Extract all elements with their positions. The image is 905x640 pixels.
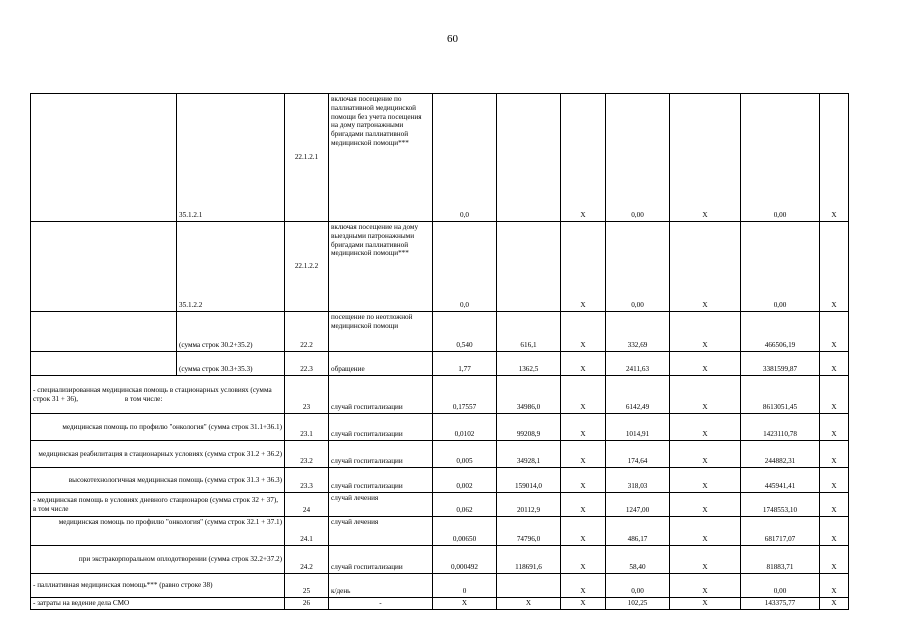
table-row — [31, 352, 849, 376]
value-cell: X — [670, 574, 741, 598]
value-cell: 445941,41 — [741, 468, 820, 493]
page-number: 60 — [447, 33, 458, 45]
value-cell: 318,03 — [606, 468, 670, 493]
table-row — [31, 517, 849, 546]
value-cell: 3381599,87 — [741, 352, 820, 376]
value-cell: X — [670, 517, 741, 546]
value-cell: X — [561, 441, 606, 468]
row-label: - медицинская помощь в условиях дневного стационаров (сумма строк 32 + 37), в том числе — [31, 493, 285, 517]
value-cell: X — [670, 441, 741, 468]
value-cell: X — [820, 598, 849, 610]
row-code: 22.1.2.1 — [285, 94, 329, 222]
row-label-cell — [31, 222, 177, 312]
value-cell: 102,25 — [606, 598, 670, 610]
row-unit: включая посещение по паллиативной медицинской помощи без учета посещения на дому патронажными бригадами паллиативной медицинской помощи*** — [329, 94, 433, 222]
value-cell: 0,00 — [741, 222, 820, 312]
value-cell: X — [561, 468, 606, 493]
value-cell: 118691,6 — [497, 546, 561, 574]
table-row — [31, 94, 849, 222]
value-cell — [497, 574, 561, 598]
row-subcode: (сумма строк 30.3+35.3) — [177, 352, 285, 376]
row-unit: случай госпитализации — [329, 546, 433, 574]
table-row — [31, 222, 849, 312]
value-cell: 0,00 — [606, 222, 670, 312]
value-cell: 0,0102 — [433, 414, 497, 441]
value-cell: 332,69 — [606, 312, 670, 352]
value-cell: X — [561, 546, 606, 574]
row-code: 26 — [285, 598, 329, 610]
row-code: 23.2 — [285, 441, 329, 468]
row-code: 22.3 — [285, 352, 329, 376]
value-cell: 0,00 — [606, 94, 670, 222]
row-label-cell — [31, 312, 177, 352]
value-cell: 1014,91 — [606, 414, 670, 441]
norms-table — [30, 93, 849, 610]
value-cell: 34928,1 — [497, 441, 561, 468]
row-label-cell — [31, 94, 177, 222]
value-cell: 1247,00 — [606, 493, 670, 517]
value-cell — [497, 94, 561, 222]
row-code: 24.1 — [285, 517, 329, 546]
row-code: 25 — [285, 574, 329, 598]
table-row — [31, 468, 849, 493]
row-unit: обращение — [329, 352, 433, 376]
row-label: медицинская помощь по профилю "онкология" (сумма строк 32.1 + 37.1) — [31, 517, 285, 546]
value-cell: X — [670, 312, 741, 352]
value-cell: 0,005 — [433, 441, 497, 468]
value-cell: X — [820, 441, 849, 468]
row-code: 24.2 — [285, 546, 329, 574]
value-cell: 486,17 — [606, 517, 670, 546]
value-cell: 58,40 — [606, 546, 670, 574]
value-cell: X — [561, 517, 606, 546]
value-cell: 0,002 — [433, 468, 497, 493]
value-cell: X — [670, 94, 741, 222]
value-cell: 0,00 — [741, 574, 820, 598]
row-label — [31, 376, 285, 414]
value-cell: 0,000492 — [433, 546, 497, 574]
value-cell: X — [820, 517, 849, 546]
row-unit: случай госпитализации — [329, 468, 433, 493]
row-unit: посещение по неотложной медицинской помощи — [329, 312, 433, 352]
row-subcode: 35.1.2.2 — [177, 222, 285, 312]
value-cell: 0,540 — [433, 312, 497, 352]
value-cell: 1423110,78 — [741, 414, 820, 441]
value-cell: X — [820, 414, 849, 441]
row-code: 23.3 — [285, 468, 329, 493]
table-row — [31, 493, 849, 517]
value-cell: X — [820, 493, 849, 517]
value-cell: 74796,0 — [497, 517, 561, 546]
value-cell: X — [670, 468, 741, 493]
value-cell: X — [561, 352, 606, 376]
value-cell: 174,64 — [606, 441, 670, 468]
value-cell: 81883,71 — [741, 546, 820, 574]
value-cell: X — [820, 468, 849, 493]
value-cell: X — [561, 414, 606, 441]
value-cell: 466506,19 — [741, 312, 820, 352]
value-cell: 20112,9 — [497, 493, 561, 517]
value-cell: 159014,0 — [497, 468, 561, 493]
value-cell: 0,00650 — [433, 517, 497, 546]
row-label: медицинская помощь по профилю "онкология" (сумма строк 31.1+36.1) — [31, 414, 285, 441]
table-row — [31, 574, 849, 598]
value-cell: 0,00 — [606, 574, 670, 598]
value-cell: 616,1 — [497, 312, 561, 352]
value-cell: 0,0 — [433, 94, 497, 222]
value-cell: 8613051,45 — [741, 376, 820, 414]
row-label-cell — [31, 352, 177, 376]
table-row — [31, 441, 849, 468]
value-cell: X — [561, 493, 606, 517]
row-code: 24 — [285, 493, 329, 517]
row-label-suffix: в том числе: — [124, 394, 163, 403]
value-cell: 0,062 — [433, 493, 497, 517]
value-cell: X — [561, 312, 606, 352]
value-cell: X — [820, 546, 849, 574]
value-cell: 1748553,10 — [741, 493, 820, 517]
row-subcode: (сумма строк 30.2+35.2) — [177, 312, 285, 352]
row-unit: случай лечения — [329, 493, 433, 517]
row-unit: включая посещение на дому выездными патронажными бригадами паллиативной медицинской помощи*** — [329, 222, 433, 312]
table-row — [31, 312, 849, 352]
row-label: высокотехнологичная медицинская помощь (сумма строк 31.3 + 36.3) — [31, 468, 285, 493]
value-cell: X — [433, 598, 497, 610]
value-cell: X — [561, 574, 606, 598]
row-label-text: - специализированная медицинская помощь в стационарных условиях (сумма строк 31 + 36), — [33, 385, 272, 403]
value-cell — [497, 222, 561, 312]
value-cell: 143375,77 — [741, 598, 820, 610]
row-label: - затраты на ведение дела СМО — [31, 598, 285, 610]
value-cell: 99208,9 — [497, 414, 561, 441]
value-cell: 0 — [433, 574, 497, 598]
value-cell: X — [820, 376, 849, 414]
value-cell: 0,0 — [433, 222, 497, 312]
row-unit: случай госпитализации — [329, 441, 433, 468]
value-cell: 244882,31 — [741, 441, 820, 468]
value-cell: X — [820, 312, 849, 352]
value-cell: X — [670, 352, 741, 376]
value-cell: X — [670, 546, 741, 574]
value-cell: 34986,0 — [497, 376, 561, 414]
row-label: медицинская реабилитация в стационарных условиях (сумма строк 31.2 + 36.2) — [31, 441, 285, 468]
value-cell: X — [561, 598, 606, 610]
value-cell: X — [561, 94, 606, 222]
row-unit: к/день — [329, 574, 433, 598]
value-cell: X — [670, 376, 741, 414]
value-cell: 1362,5 — [497, 352, 561, 376]
value-cell: X — [670, 222, 741, 312]
row-unit: случай госпитализации — [329, 376, 433, 414]
value-cell: 0,00 — [741, 94, 820, 222]
row-label: при экстракорпоральном оплодотворении (сумма строк 32.2+37.2) — [31, 546, 285, 574]
table-row — [31, 376, 849, 414]
value-cell: X — [820, 574, 849, 598]
value-cell: X — [820, 94, 849, 222]
value-cell: X — [670, 493, 741, 517]
value-cell: X — [820, 352, 849, 376]
row-code: 22.2 — [285, 312, 329, 352]
row-unit: случай госпитализации — [329, 414, 433, 441]
value-cell: X — [561, 376, 606, 414]
value-cell: X — [820, 222, 849, 312]
value-cell: 6142,49 — [606, 376, 670, 414]
value-cell: X — [670, 598, 741, 610]
value-cell: 681717,07 — [741, 517, 820, 546]
value-cell: 1,77 — [433, 352, 497, 376]
value-cell: X — [670, 414, 741, 441]
table-row — [31, 546, 849, 574]
value-cell: X — [497, 598, 561, 610]
row-code: 23 — [285, 376, 329, 414]
value-cell: X — [561, 222, 606, 312]
value-cell: 0,17557 — [433, 376, 497, 414]
row-unit: - — [329, 598, 433, 610]
row-code: 22.1.2.2 — [285, 222, 329, 312]
row-label: - паллиативная медицинская помощь*** (равно строке 38) — [31, 574, 285, 598]
table-row — [31, 414, 849, 441]
table-row — [31, 598, 849, 610]
row-code: 23.1 — [285, 414, 329, 441]
value-cell: 2411,63 — [606, 352, 670, 376]
row-unit: случай лечения — [329, 517, 433, 546]
row-subcode: 35.1.2.1 — [177, 94, 285, 222]
